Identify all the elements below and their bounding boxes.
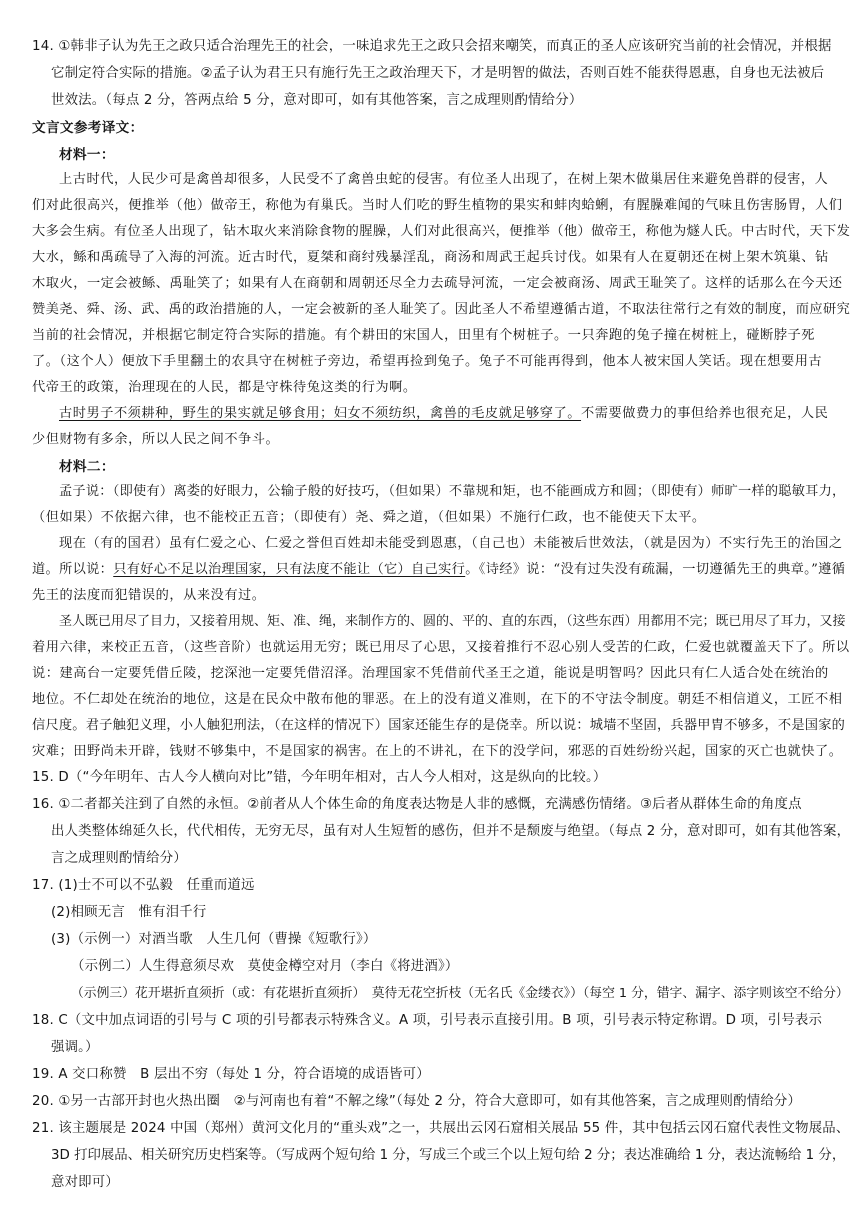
material-1-underlined-sentence: 古时男子不须耕种，野生的果实就足够食用；妇女不须纺织，禽兽的毛皮就足够穿了。 [59,406,582,421]
material-1-para-2-line-2: 少但财物有多余，所以人民之间不争斗。 [32,432,280,447]
q17-line-2: (2)相顾无言 惟有泪千行 [51,905,207,920]
material-2-heading: 材料二： [59,459,115,475]
q14-line-3: 世效法。（每点 2 分，答两点给 5 分，意对即可，如有其他答案，言之成理则酌情给分） [51,93,583,108]
material-1-para-2-rest: 不需要做费力的事但给养也很充足，人民 [581,406,829,421]
material-2-line-5: 先王的法度而犯错误的，从来没有过。 [32,588,266,603]
material-2-line-4 [32,560,845,580]
material-1-line-6: 赞美尧、舜、汤、武、禹的政治措施的人，一定会被新的圣人耻笑了。因此圣人不希望遵循古道，不取法往常行之有效的制度，而应研究 [32,302,851,317]
q16-line-1: 16. ①二者都关注到了自然的永恒。②前者从人个体生命的角度表达物是人非的感慨，充满感伤情绪。③后者从群体生命的角度点 [32,797,802,812]
material-2-line-1: 孟子说：（即使有）离娄的好眼力，公输子般的好技巧，（但如果）不靠规和矩，也不能画成方和圆；（即使有）师旷一样的聪敏耳力， [59,484,846,499]
q14-line-1: 14. ①韩非子认为先王之政只适合治理先王的社会，一味追求先王之政只会招来嘲笑，而真正的圣人应该研究当前的社会情况，并根据 [32,39,832,54]
q17-line-1: 17. (1)士不可以不弘毅 任重而道远 [32,878,255,893]
material-2-line-3: 现在（有的国君）虽有仁爱之心、仁爱之誉但百姓却未能受到恩惠，（自己也）未能被后世效法，（就是因为）不实行先王的治国之 [59,536,843,551]
material-1-line-4: 大水，鲧和禹疏导了入海的河流。近古时代，夏桀和商纣残暴淫乱，商汤和周武王起兵讨伐。如果有人在夏朝还在树上架木筑巢、钻 [32,250,829,265]
material-2-line-2: （但如果）不依据六律，也不能校正五音；（即使有）尧、舜之道，（但如果）不施行仁政，也不能使天下太平。 [32,510,706,525]
q21-line-1: 21. 该主题展是 2024 中国（郑州）黄河文化月的“重头戏”之一，共展出云冈石窟相关展品 55 件，其中包括云冈石窟代表性文物展品、 [32,1121,850,1136]
q16-line-2: 出人类整体绵延久长，代代相传，无穷无尽，虽有对人生短暂的感伤，但并不是颓废与绝望。（每点 2 分，意对即可，如有其他答案， [51,824,851,839]
material-2-underlined-sentence: 只有好心不足以治理国家，只有法度不能让（它）自己实行 [113,562,466,577]
material-2-line-10: 信尺度。君子触犯义理，小人触犯刑法，（在这样的情况下）国家还能生存的是侥幸。所以说：城墙不坚固，兵器甲胄不够多，不是国家的 [32,718,846,733]
material-1-heading: 材料一： [59,147,115,163]
material-1-line-1: 上古时代，人民少可是禽兽却很多，人民受不了禽兽虫蛇的侵害。有位圣人出现了，在树上架木做巢居住来避免兽群的侵害，人 [59,172,829,187]
q20-line: 20. ①另一古部开封也火热出圈 ②与河南也有着“不解之缘”（每处 2 分，符合大意即可，如有其他答案，言之成理则酌情给分） [32,1094,802,1109]
material-1-line-3: 大多会生病。有位圣人出现了，钻木取火来消除食物的腥臊，人们对此很高兴，便推举（他）做帝王，称他为燧人氏。中古时代，天下发 [32,224,851,239]
material-1-line-9: 代帝王的政策，治理现在的人民，都是守株待兔这类的行为啊。 [32,380,417,395]
material-1-line-7: 当前的社会情况，并根据它制定符合实际的措施。有个耕田的宋国人，田里有个树桩子。一只奔跑的兔子撞在树桩上，碰断脖子死 [32,328,816,343]
material-2-line-4-lead: 道。所以说： [32,562,114,577]
material-2-line-6: 圣人既已用尽了目力，又接着用规、矩、准、绳，来制作方的、圆的、平的、直的东西，（这些东西）用都用不完；既已用尽了耳力，又接 [59,614,846,629]
material-2-line-7: 着用六律，来校正五音，（这些音阶）也就运用无穷；既已用尽了心思，又接着推行不忍心别人受苦的仁政，仁爱也就覆盖天下了。所以 [32,640,850,655]
material-1-line-8: 了。（这个人）便放下手里翻土的农具守在树桩子旁边，希望再捡到兔子。兔子不可能再得到，他本人被宋国人笑话。现在想要用古 [32,354,823,369]
material-2-line-9: 地位。不仁却处在统治的地位，这是在民众中散布他的罪恶。在上的没有道义准则，在下的不守法令制度。朝廷不相信道义，工匠不相 [32,692,843,707]
q19-line: 19. A 交口称赞 B 层出不穷（每处 1 分，符合语境的成语皆可） [32,1067,430,1082]
material-2-line-8: 说：建高台一定要凭借丘陵，挖深池一定要凭借沼泽。治理国家不凭借前代圣王之道，能说是明智吗？因此只有仁人适合处在统治的 [32,666,829,681]
q21-line-2: 3D 打印展品、相关研究历史档案等。（写成两个短句给 1 分，写成三个或三个以上短句给 2 分；表达准确给 1 分，表达流畅给 1 分， [51,1148,846,1163]
q17-line-5: （示例三）花开堪折直须折（或：有花堪折直须折） 莫待无花空折枝（无名氏《金缕衣》）（每空 1 分，错字、漏字、添字则该空不给分） [71,986,849,1001]
q16-line-3: 言之成理则酌情给分） [51,851,187,866]
q18-line-2: 强调。） [51,1040,99,1055]
material-1-line-2: 们对此很高兴，便推举（他）做帝王，称他为有巢氏。当时人们吃的野生植物的果实和蚌肉蛤蜊，有腥臊难闻的气味且伤害肠胃，人们 [32,198,843,213]
material-2-line-4-tail: 。《诗经》说：“没有过失没有疏漏，一切遵循先王的典章。”遵循 [465,562,846,577]
q15-line: 15. D（“今年明年、古人今人横向对比”错，今年明年相对，古人今人相对，这是纵向的比较。） [32,770,607,785]
q14-line-2: 它制定符合实际的措施。②孟子认为君王只有施行先王之政治理天下，才是明智的做法，否则百姓不能获得恩惠，自身也无法被后 [51,66,825,81]
q17-line-3: (3)（示例一）对酒当歌 人生几何（曹操《短歌行》） [51,932,377,947]
q21-line-3: 意对即可） [51,1175,119,1190]
material-1-para-2-line-1 [59,404,828,424]
q17-line-4: （示例二）人生得意须尽欢 莫使金樽空对月（李白《将进酒》） [71,959,459,974]
material-1-line-5: 木取火，一定会被鲧、禹耻笑了；如果有人在商朝和周朝还尽全力去疏导河流，一定会被商汤、周武王耻笑了。这样的话那么在今天还 [32,276,843,291]
q18-line-1: 18. C（文中加点词语的引号与 C 项的引号都表示特殊含义。A 项，引号表示直接引用。B 项，引号表示特定称谓。D 项，引号表示 [32,1013,823,1028]
material-2-line-11: 灾难；田野尚未开辟，钱财不够集中，不是国家的祸害。在上的不讲礼，在下的没学问，邪恶的百姓纷纷兴起，国家的灭亡也就快了。 [32,744,843,759]
translation-heading: 文言文参考译文： [32,120,144,136]
